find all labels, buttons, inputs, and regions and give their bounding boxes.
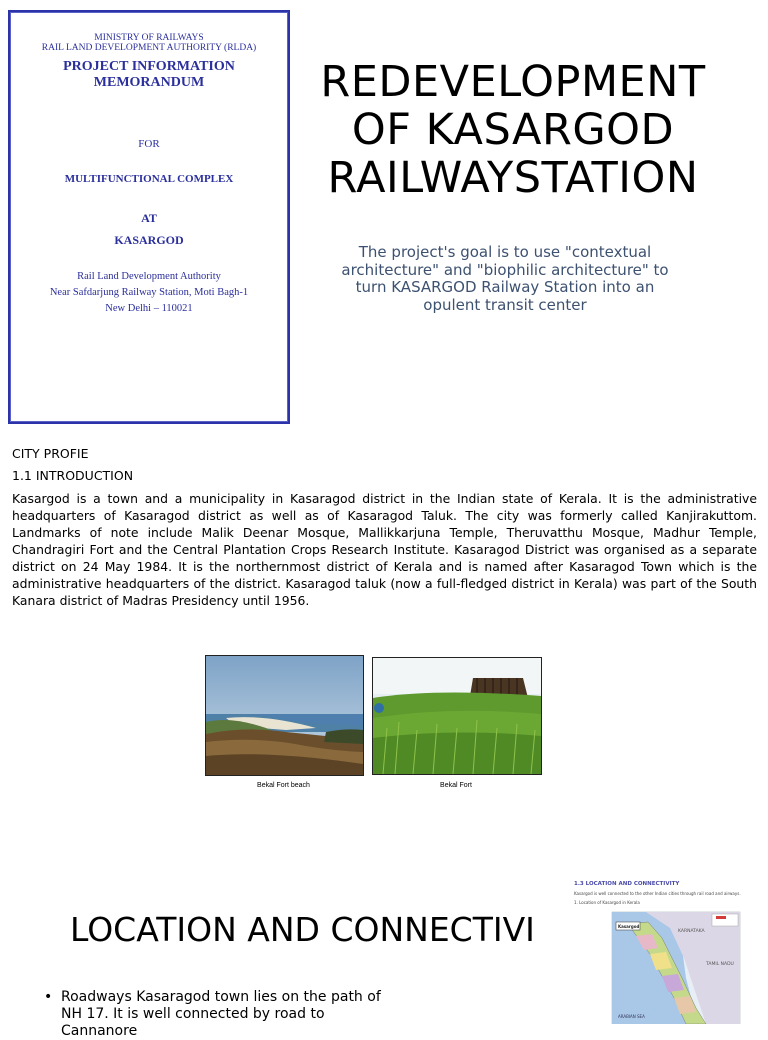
cover-address-line2: Near Safdarjung Railway Station, Moti Bagh-1 — [49, 287, 249, 298]
beach-photo-image — [206, 656, 363, 775]
bullet-dot: • — [44, 989, 53, 1005]
cover-address-line3: New Delhi – 110021 — [105, 303, 193, 314]
map-region-label: KARNATAKA — [678, 929, 705, 934]
section-subheading: 1.1 INTRODUCTION — [12, 468, 134, 483]
map-line1: Kasargod is well connected to the other Indian cities through rail road and airways. — [574, 891, 741, 896]
location-heading: LOCATION AND CONNECTIVI — [70, 910, 535, 949]
cover-complex: MULTIFUNCTIONAL COMPLEX — [64, 173, 234, 185]
title-line1: REDEVELOPMENT — [320, 57, 706, 107]
page-title — [300, 58, 726, 202]
title-line3: RAILWAYSTATION — [327, 153, 699, 203]
title-line2: OF KASARGOD — [351, 105, 675, 155]
map-sea-label: ARABIAN SEA — [618, 1014, 645, 1019]
cover-heading — [10, 59, 288, 91]
map-thumbnail — [566, 878, 746, 1024]
map-region-label-2: TAMIL NADU — [706, 962, 734, 967]
cover-heading-line1: PROJECT INFORMATION — [63, 59, 235, 74]
beach-photo — [205, 655, 364, 776]
fort-photo-image — [373, 658, 541, 774]
cover-address-line1: Rail Land Development Authority — [77, 271, 221, 282]
roadways-bullet-text: Roadways Kasaragod town lies on the path of NH 17. It is well connected by road to Cannanore — [61, 989, 381, 1039]
kerala-map-image — [566, 878, 746, 1024]
fort-photo — [372, 657, 542, 775]
section-heading: CITY PROFIE — [12, 446, 89, 461]
cover-at: AT — [141, 211, 157, 225]
map-line2: 1. Location of Kasargod in Kerala — [574, 900, 640, 905]
page-subtitle: The project's goal is to use "contextual architecture" and "biophilic architecture" to turn KASARGOD Railway Station into an opulent transit center — [341, 243, 669, 314]
cover-for: FOR — [138, 138, 160, 150]
cover-address — [10, 269, 288, 317]
cover-ministry: MINISTRY OF RAILWAYS — [94, 33, 204, 43]
cover-heading-line2: MEMORANDUM — [93, 75, 205, 90]
intro-paragraph: Kasargod is a town and a municipality in Kasaragod district in the Indian state of Kerala. It is the administrative headquarters of Kasaragod district as well as of Kasaragod Taluk. The city was formerly called Kanjirakuttom. Landmarks of note include Malik Deenar Mosque, Mallikkarjuna Temple, Theruvatthu Mosque, Madhur Temple, Chandragiri Fort and the Central Plantation Crops Research Institute. Kasaragod District was organised as a separate district on 24 May 1984. It is the northernmost district of Kerala and is named after Kasaragod Town which is the administrative headquarters of the district. Kasaragod taluk (now a full-fledged district in Kerala) was part of the South Kanara district of Madras Presidency until 1956. — [12, 491, 757, 608]
cover-authority: RAIL LAND DEVELOPMENT AUTHORITY (RLDA) — [41, 43, 257, 53]
cover-page — [8, 10, 290, 424]
map-place-label: Kasargod — [618, 924, 640, 929]
beach-photo-caption: Bekal Fort beach — [257, 782, 310, 789]
map-heading: 1.3 LOCATION AND CONNECTIVITY — [574, 881, 680, 887]
fort-photo-caption: Bekal Fort — [440, 782, 472, 789]
cover-place: KASARGOD — [114, 233, 184, 247]
